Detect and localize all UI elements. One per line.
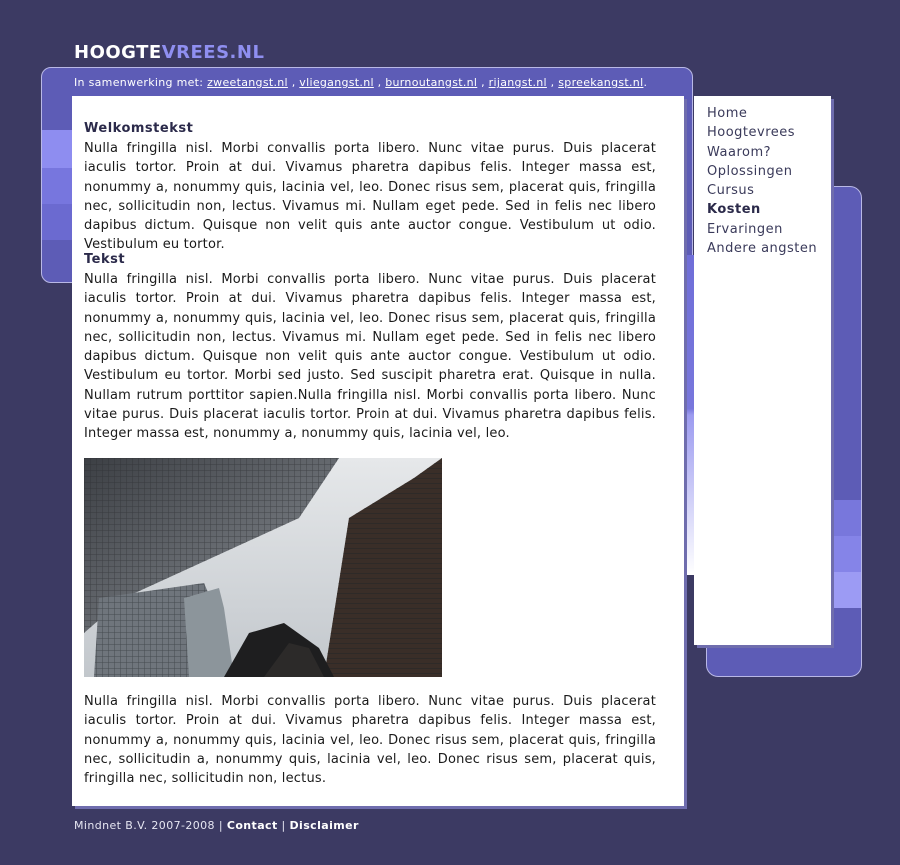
site-logo[interactable] <box>74 42 264 63</box>
right-stripe-mid <box>831 500 861 536</box>
nav-item-waarom[interactable]: Waarom? <box>707 144 772 160</box>
right-stripe-lighter <box>831 572 861 608</box>
nav-item-hoogtevrees[interactable]: Hoogtevrees <box>707 125 796 141</box>
nav-item-oplossingen[interactable]: Oplossingen <box>707 163 793 179</box>
partners-intro: In samenwerking met: <box>74 76 204 89</box>
footer-copyright: Mindnet B.V. 2007-2008 <box>74 819 215 832</box>
partner-link-zweetangst[interactable]: zweetangst.nl <box>207 76 288 89</box>
right-stripe-light <box>831 536 861 572</box>
partner-links: In samenwerking met: zweetangst.nl , vliegangst.nl , burnoutangst.nl , rijangst.nl , spreekangst.nl. <box>74 76 648 89</box>
section-text-welkomstekst: Nulla fringilla nisl. Morbi convallis porta libero. Nunc vitae purus. Duis placerat iaculis tortor. Proin at dui. Vivamus pharetra dapibus felis. Integer massa est, nonummy a, nonummy quis, lacinia vel, leo. Donec risus sem, placerat quis, fringilla nec, sollicitudin non, lectus. Vivamus mi. Nullam eget pede. Sed in felis nec libero dapibus dictum. Quisque non velit quis ante auctor congue. Vestibulum ut odio. Vestibulum eu tortor. <box>84 141 656 253</box>
section-title-tekst: Tekst <box>84 252 126 267</box>
nav-item-andere-angsten[interactable]: Andere angsten <box>707 241 818 257</box>
partner-link-spreekangst[interactable]: spreekangst.nl <box>558 76 644 89</box>
partner-link-rijangst[interactable]: rijangst.nl <box>488 76 547 89</box>
nav-item-kosten[interactable]: Kosten <box>707 202 761 218</box>
partner-link-burnoutangst[interactable]: burnoutangst.nl <box>385 76 478 89</box>
footer-separator: | <box>281 819 286 832</box>
section-text-extra: Nulla fringilla nisl. Morbi convallis porta libero. Nunc vitae purus. Duis placerat iaculis tortor. Proin at dui. Vivamus pharetra dapibus felis. Integer massa est, nonummy a, nonummy quis, lacinia vel, leo. Donec risus sem, placerat quis, fringilla nec, sollicitudin a, nonummy quis, lacinia vel, leo. Donec risus sem, placerat quis, fringilla nec, sollicitudin non, lectus. <box>84 694 656 787</box>
footer-contact-link[interactable]: Contact <box>226 819 278 832</box>
main-nav <box>694 96 831 645</box>
band-stripe-dark <box>42 204 72 240</box>
footer <box>74 819 359 832</box>
section-text-tekst: Nulla fringilla nisl. Morbi convallis porta libero. Nunc vitae purus. Duis placerat iaculis tortor. Proin at dui. Vivamus pharetra dapibus felis. Integer massa est, nonummy a, nonummy quis, lacinia vel, leo. Donec risus sem, placerat quis, fringilla nec, sollicitudin non, lectus. Vivamus mi. Nullam eget pede. Sed in felis nec libero dapibus dictum. Quisque non velit quis ante auctor congue. Vestibulum ut odio. Vestibulum eu tortor. Morbi sed justo. Sed suscipit pharetra erat. Quisque in nulla. Nullam rutrum porttitor sapien.Nulla fringilla nisl. Morbi convallis porta libero. Nunc vitae purus. Duis placerat iaculis tortor. Proin at dui. Vivamus pharetra dapibus felis. Integer massa est, nonummy a, nonummy quis, lacinia vel, leo. <box>84 272 656 442</box>
band-stripe-mid <box>42 168 72 204</box>
logo-part-2: VREES.NL <box>161 42 265 63</box>
footer-separator: | <box>218 819 223 832</box>
section-title-welkomstekst: Welkomstekst <box>84 121 194 136</box>
logo-part-1: HOOGTE <box>74 42 162 63</box>
nav-item-ervaringen[interactable]: Ervaringen <box>707 221 783 237</box>
nav-item-home[interactable]: Home <box>707 106 748 121</box>
nav-item-cursus[interactable]: Cursus <box>707 183 755 199</box>
footer-disclaimer-link[interactable]: Disclaimer <box>289 819 359 832</box>
band-stripe-light <box>42 130 72 168</box>
partner-link-vliegangst[interactable]: vliegangst.nl <box>299 76 374 89</box>
buildings-photo <box>84 458 442 677</box>
main-content <box>72 96 684 806</box>
